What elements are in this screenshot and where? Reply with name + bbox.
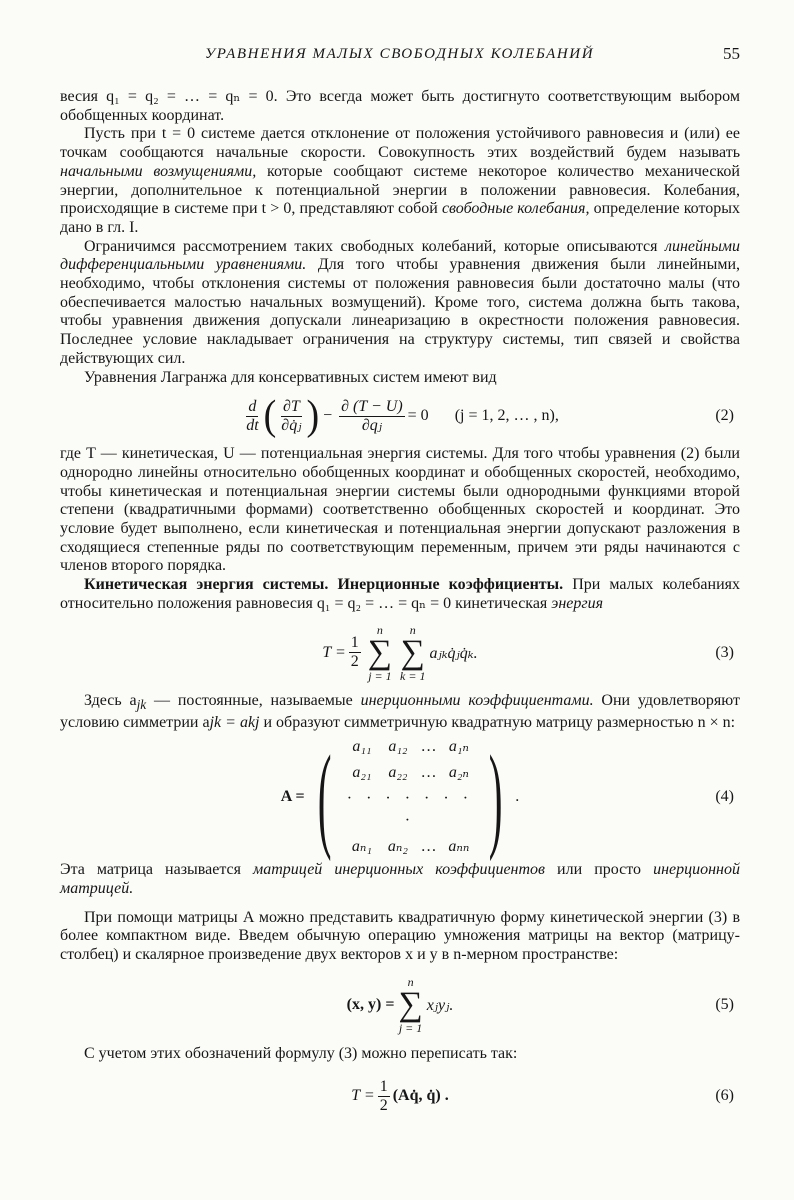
summation-j: n ∑ j = 1 bbox=[367, 622, 393, 683]
formula-eq3: T = $\frac{1}{2}$ n ∑ j = 1 n ∑ k = 1 aⱼₖq̇ⱼq̇ₖ. (3) bbox=[322, 622, 734, 683]
matrix-cell: a₂ₙ bbox=[448, 764, 469, 782]
term-inertia-coefficient-matrix: матрицей инерционных коэффициентов bbox=[253, 861, 545, 879]
paragraph-kinetic-energy: Кинетическая энергия системы. Инерционные коэффициенты. При малых колебаниях относительно положения равновесия q₁ = q₂ = … = qₙ = 0 кинетическая энергия bbox=[60, 576, 741, 612]
formula-eq5: (x, y) = n ∑ j = 1 xⱼyⱼ. (5) bbox=[346, 974, 734, 1035]
matrix-cell: … bbox=[421, 738, 436, 756]
paragraph-rewrite: С учетом этих обозначений формулу (3) можно переписать так: bbox=[84, 1044, 518, 1062]
equation-number-4: (4) bbox=[715, 788, 734, 806]
paragraph-energy-conditions: где T — кинетическая, U — потенциальная энергия системы. Для того чтобы уравнения (2) были однородно линейны относительно обобщенных координат и обобщенных скоростей, необходимо, чтобы кинетическая и потенциальная энергии системы были однородными функциями второй степени (квадратичными формами) соответственно обобщенных скоростей и координат. Это условие будет выполнено, если кинетическая и потенциальная энергии допускают разложения в сходящиеся степенные ряды по соответствующим переменным, причем эти ряды начинаются с членов второго порядка. bbox=[60, 445, 740, 575]
matrix-cell: a₁₂ bbox=[388, 738, 408, 756]
summation-j: n ∑ j = 1 bbox=[398, 974, 423, 1035]
paragraph-inertia-coefficients: Здесь $a_{jk}$ — постоянные, называемые инерционными коэффициентами. Они удовлетворяют условию симметрии ajk = akj и образуют симметричную квадратную матрицу размерностью n × n: bbox=[60, 691, 740, 732]
matrix-cell: aₙ₁ bbox=[351, 838, 372, 856]
equation-number-2: (2) bbox=[715, 407, 734, 425]
paragraph-matrix-name: Эта матрица называется матрицей инерционных коэффициентов или просто инерционной матрицей. bbox=[60, 861, 740, 897]
running-title: УРАВНЕНИЯ МАЛЫХ СВОБОДНЫХ КОЛЕБАНИЙ bbox=[205, 46, 595, 62]
summation-k: n ∑ k = 1 bbox=[400, 622, 426, 683]
matrix-cell: a₂₂ bbox=[388, 764, 408, 782]
term-initial-disturbances: начальными возмущениями, bbox=[60, 162, 257, 180]
inertia-matrix: ( a₁₁ a₁₂ … a₁ₙ a₂₁ a₂₂ … a₂ₙ · · · · · · · · aₙ₁ aₙ₂ … aₙₙ ) . bbox=[317, 731, 520, 863]
section-heading: Кинетическая энергия системы. Инерционные коэффициенты. bbox=[84, 576, 564, 594]
paragraph-lagrange-intro: Уравнения Лагранжа для консервативных систем имеют вид bbox=[84, 368, 497, 386]
equation-number-5: (5) bbox=[715, 995, 734, 1013]
term-inertia-matrix: инерционной матрицей. bbox=[60, 861, 740, 897]
equation-number-6: (6) bbox=[715, 1087, 734, 1105]
matrix-cell: aₙₙ bbox=[448, 838, 470, 856]
equation-number-3: (3) bbox=[715, 643, 734, 661]
formula-eq6: T = $\frac{1}{2}$ (Aq̇, q̇) . (6) bbox=[351, 1077, 734, 1114]
paragraph-matrix-usage: При помощи матрицы A можно представить квадратичную форму кинетической энергии (3) в более компактном виде. Введем обычную операцию умножения матрицы на вектор (матрицу-столбец) и скалярное произведение двух векторов x и y в n-мерном пространстве: bbox=[60, 908, 740, 963]
matrix-cell: aₙ₂ bbox=[387, 838, 408, 856]
term-free-oscillations: свободные колебания, bbox=[441, 200, 590, 218]
matrix-cell: a₂₁ bbox=[352, 764, 372, 782]
matrix-cell: … bbox=[421, 838, 436, 856]
page-body bbox=[60, 88, 740, 1129]
paragraph-initial-disturbance: Пусть при t = 0 системе дается отклонение от положения устойчивого равновесия и (или) ее точкам сообщаются начальные скорости. Совокупность этих воздействий будем называть начальными возмущениями, которые сообщают системе некоторое количество механической энергии, дополнительное к потенциальной энергии в положении равновесия. Колебания, происходящие в системе при t > 0, представляют собой свободные колебания, определение которых дано в гл. I. bbox=[60, 125, 740, 236]
formula-eq2: $\frac{d}{dt}$ ( $\frac{\partial T}{\text{∂q̇ⱼ}}$ ) − $\frac{\partial (T - U)}{\text{∂qⱼ}}$ = 0 (j = 1, 2, … , n), (2) bbox=[246, 393, 734, 440]
term-linear-differential-equations: линейными дифференциальными уравнениями. bbox=[60, 237, 740, 274]
book-page bbox=[60, 0, 740, 1200]
matrix-dots-row: · · · · · · · · bbox=[346, 790, 474, 830]
page-number: 55 bbox=[723, 44, 740, 63]
paragraph-linear-equations: Ограничимся рассмотрением таких свободных колебаний, которые описываются линейными дифференциальными уравнениями. Для того чтобы уравнения движения были линейными, необходимо, чтобы отклонения системы от положения равновесия были достаточно малы (что обеспечивается малостью начальных возмущений). Кроме того, система должна быть такова, чтобы уравнения движения допускали линеаризацию в окрестности положения равновесия. Последнее условие накладывает ограничения на структуру системы, тип связей и свойства действующих сил. bbox=[60, 237, 741, 367]
formula-eq4: A = ( a₁₁ a₁₂ … a₁ₙ a₂₁ a₂₂ … a₂ₙ · · · · · · · · aₙ₁ aₙ₂ … aₙₙ ) . (4) bbox=[280, 731, 734, 863]
matrix-cell: … bbox=[421, 764, 436, 782]
term-inertia-coefficients: инерционными коэффициентами. bbox=[360, 691, 594, 709]
paragraph-continued: весия q₁ = q₂ = … = qₙ = 0. Это всегда может быть достигнуто соответствующим выбором обобщенных координат. bbox=[60, 88, 740, 124]
page-header bbox=[60, 46, 740, 70]
matrix-cell: a₁₁ bbox=[352, 738, 372, 756]
matrix-cell: a₁ₙ bbox=[448, 738, 469, 756]
